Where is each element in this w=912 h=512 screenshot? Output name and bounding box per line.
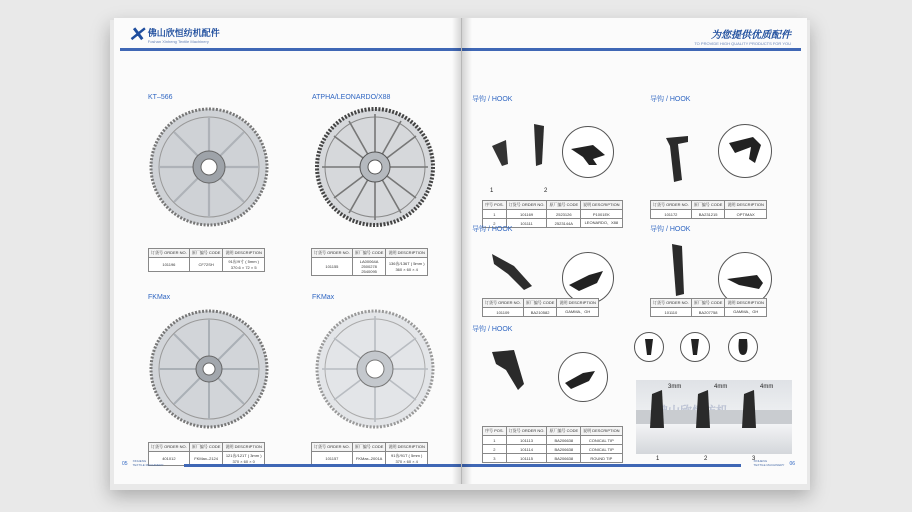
slogan-cn: 为您提供优质配件 xyxy=(711,30,791,41)
table-header: 订货号 ORDER NO. xyxy=(651,201,692,210)
table-cell: CONICAL TIP xyxy=(581,436,622,445)
table-cell: 1 xyxy=(483,436,507,445)
table-cell: BA206638 xyxy=(547,454,581,463)
detail-circle xyxy=(718,124,772,178)
position-label: 2 xyxy=(544,188,548,194)
spec-table xyxy=(311,248,428,276)
table-cell: BA207758 xyxy=(691,308,725,317)
brand-logo xyxy=(128,25,220,45)
left-page xyxy=(114,18,462,484)
table-cell: GAMMA、GH xyxy=(557,308,598,317)
sprocket-wheel-image xyxy=(314,106,436,233)
table-cell: GAMMA、GH xyxy=(725,308,766,317)
hook-title: 导钩 / HOOK xyxy=(472,326,513,333)
table-header: 说明 DESCRIPTION xyxy=(223,249,264,258)
table-header: 订货号 ORDER NO. xyxy=(149,443,190,452)
dimension-label: 4mm xyxy=(760,384,774,390)
table-header: 订货号 ORDER NO. xyxy=(506,427,547,436)
tip-circle xyxy=(634,332,664,362)
table-header: 原厂编号 CODE xyxy=(352,443,386,452)
page-number: 06 xyxy=(789,460,795,467)
table-header: 原厂编号 CODE xyxy=(352,249,386,258)
table-cell: ROUND TIP xyxy=(581,454,622,463)
spec-table xyxy=(148,442,265,466)
table-cell: 3 xyxy=(483,454,507,463)
detail-circle xyxy=(562,252,614,304)
logo-en: Foshan Xinheng Textile Machinery xyxy=(147,39,209,44)
table-header: 说明 DESCRIPTION xyxy=(725,201,766,210)
footer xyxy=(753,460,795,467)
spec-table xyxy=(311,442,428,466)
table-cell: 101196 xyxy=(149,258,190,272)
detail-circle xyxy=(562,126,614,178)
slogan-en: TO PROVIDE HIGH QUALITY PRODUCTS FOR YOU xyxy=(694,41,791,46)
position-label: 3 xyxy=(752,456,756,462)
table-header: 说明 DESCRIPTION xyxy=(223,443,264,452)
footer-bar xyxy=(184,464,461,467)
table-cell: 101111 xyxy=(506,219,547,228)
table-cell: 2523144A xyxy=(547,219,581,228)
position-label: 1 xyxy=(656,456,660,462)
table-header: 原厂编号 CODE xyxy=(547,201,581,210)
product-title: FKMax xyxy=(312,294,335,301)
spec-table xyxy=(650,200,767,219)
hook-image xyxy=(484,240,554,300)
hook-image xyxy=(658,240,708,300)
table-cell: BA206638 xyxy=(547,445,581,454)
table-header: 订货号 ORDER NO. xyxy=(506,201,547,210)
table-cell: 91齿/9寸 ( 5mm ) 370.6 × 72 × 5 xyxy=(223,258,264,272)
table-cell: BA210582 xyxy=(523,308,557,317)
table-header: 原厂编号 CODE xyxy=(547,427,581,436)
sprocket-wheel-image xyxy=(148,308,270,435)
table-cell: 101169 xyxy=(506,210,547,219)
spec-table xyxy=(482,298,599,317)
table-cell: 401012 xyxy=(149,452,190,466)
footer xyxy=(122,460,164,467)
table-header: 原厂编号 CODE xyxy=(189,249,223,258)
sprocket-wheel-image xyxy=(314,308,436,435)
table-cell: FKMax–2001A xyxy=(352,452,386,466)
table-cell: 101115 xyxy=(506,454,547,463)
tip-circle xyxy=(680,332,710,362)
table-cell: 101114 xyxy=(506,445,547,454)
footer-brand-sub: TEXTILE MACHINERY xyxy=(132,462,164,467)
table-header: 原厂编号 CODE xyxy=(691,299,725,308)
footer-brand: XINHENG xyxy=(753,459,768,463)
table-header: 说明 DESCRIPTION xyxy=(725,299,766,308)
table-header: 说明 DESCRIPTION xyxy=(557,299,598,308)
spec-table xyxy=(482,426,623,463)
hook-title: 导钩 / HOOK xyxy=(650,96,691,103)
table-cell: BA231215 xyxy=(691,210,725,219)
table-header: 订货号 ORDER NO. xyxy=(312,443,353,452)
table-cell: 2 xyxy=(483,219,507,228)
product-title: FKMax xyxy=(148,294,171,301)
table-header: 序号 POS. xyxy=(483,427,507,436)
hook-title: 导钩 / HOOK xyxy=(472,96,513,103)
position-label: 2 xyxy=(704,456,708,462)
table-cell: 2523126 xyxy=(547,210,581,219)
table-cell: 101109 xyxy=(483,308,524,317)
table-cell: 101157 xyxy=(312,452,353,466)
product-title: KT–566 xyxy=(148,94,173,101)
table-header: 说明 DESCRIPTION xyxy=(386,443,427,452)
hook-title: 导钩 / HOOK xyxy=(650,226,691,233)
tip-circle xyxy=(728,332,758,362)
table-cell: P1001EK xyxy=(581,210,622,219)
footer-brand-sub: TEXTILE MACHINERY xyxy=(753,462,785,467)
table-cell: OPTIMAX xyxy=(725,210,766,219)
footer-brand: XINHENG xyxy=(132,459,147,463)
hook-image xyxy=(486,114,556,184)
sprocket-wheel-image xyxy=(148,106,270,233)
table-cell: 101155 xyxy=(312,258,353,276)
table-header: 说明 DESCRIPTION xyxy=(386,249,427,258)
table-header: 原厂编号 CODE xyxy=(523,299,557,308)
table-header: 原厂编号 CODE xyxy=(189,443,223,452)
footer-bar xyxy=(462,464,741,467)
logo-x-icon: ✕ xyxy=(128,24,145,46)
table-header: 说明 DESCRIPTION xyxy=(581,201,622,210)
table-header: 订货号 ORDER NO. xyxy=(149,249,190,258)
table-header: 序号 POS. xyxy=(483,201,507,210)
header-bar xyxy=(462,48,801,51)
table-cell: CF72SH xyxy=(189,258,223,272)
table-header: 说明 DESCRIPTION xyxy=(581,427,622,436)
table-header: 原厂编号 CODE xyxy=(691,201,725,210)
table-header: 订货号 ORDER NO. xyxy=(651,299,692,308)
table-cell: 101110 xyxy=(651,308,692,317)
spec-table xyxy=(148,248,265,272)
table-cell: 101113 xyxy=(506,436,547,445)
right-page xyxy=(462,18,807,484)
table-cell: 91齿/91T ( 5mm ) 370 × 60 × 4 xyxy=(386,452,427,466)
hook-image xyxy=(654,118,714,188)
slogan xyxy=(694,26,791,46)
hook-tips-photo xyxy=(636,380,792,454)
table-cell: 136齿/136T ( 5mm ) 360 × 60 × 4 xyxy=(386,258,427,276)
product-title: ATPHA/LEONARDO/X88 xyxy=(312,94,391,101)
table-cell: 1 xyxy=(483,210,507,219)
position-label: 1 xyxy=(490,188,494,194)
table-cell: 121齿/121T ( 3mm ) 370 × 60 × 0 xyxy=(223,452,264,466)
detail-circle xyxy=(558,352,608,402)
table-cell: LEONARDO、X88 xyxy=(581,219,622,228)
table-header: 订货号 ORDER NO. xyxy=(483,299,524,308)
dimension-label: 4mm xyxy=(714,384,728,390)
hook-title: 导钩 / HOOK xyxy=(472,226,513,233)
table-cell: 101172 xyxy=(651,210,692,219)
header-bar xyxy=(120,48,461,51)
table-cell: BA206638 xyxy=(547,436,581,445)
table-cell: 2 xyxy=(483,445,507,454)
page-number: 05 xyxy=(122,460,128,467)
logo-cn: 佛山欣恒纺机配件 xyxy=(147,28,220,38)
table-cell: FKMax–2124 xyxy=(189,452,223,466)
dimension-label: 3mm xyxy=(668,384,682,390)
hook-image xyxy=(484,340,554,410)
table-cell: LA00064A 2500278 2540095 xyxy=(352,258,386,276)
table-header: 订货号 ORDER NO. xyxy=(312,249,353,258)
spec-table xyxy=(650,298,767,317)
table-cell: CONICAL TIP xyxy=(581,445,622,454)
